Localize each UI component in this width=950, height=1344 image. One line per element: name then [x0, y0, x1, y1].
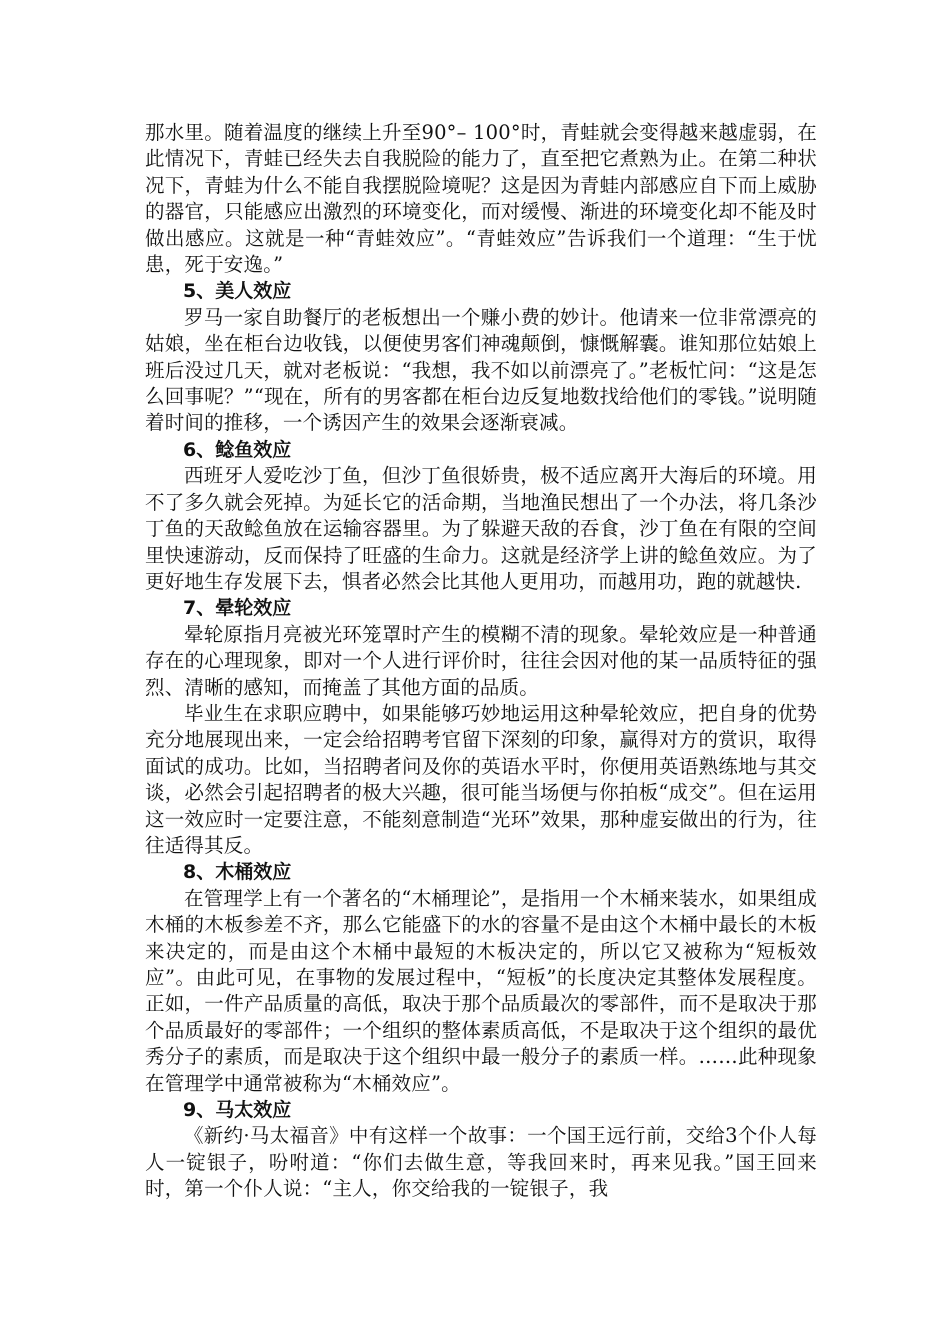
paragraph-bucket-effect: 在管理学上有一个著名的“木桶理论”，是指用一个木桶来装水，如果组成木桶的木板参差不齐，那么它能盛下的水的容量不是由这个木桶中最长的木板来决定的，而是由这个木桶中最短的木板决定的，所以它又被称为“短板效应”。由此可见，在事物的发展过程中，“短板”的长度决定其整体发展程度。正如，一件产品质量的高低，取决于那个品质最次的零部件，而不是取决于那个品质最好的零部件；一个组织的整体素质高低，不是取决于这个组织的最优秀分子的素质，而是取决于这个组织中最一般分子的素质一样。……此种现象在管理学中通常被称为“木桶效应”。 — [145, 886, 817, 1095]
paragraph-halo-effect-2: 毕业生在求职应聘中，如果能够巧妙地运用这种晕轮效应，把自身的优势充分地展现出来，一定会给招聘考官留下深刻的印象，赢得对方的赏识，取得面试的成功。比如，当招聘者问及你的英语水平时，你便用英语熟练地与其交谈，必然会引起招聘者的极大兴趣，很可能当场便与你拍板“成交”。但在运用这一效应时一定要注意，不能刻意制造“光环”效果，那种虚妄做出的行为，往往适得其反。 — [145, 701, 817, 857]
section-heading-halo-effect: 7、晕轮效应 — [183, 597, 292, 620]
paragraph-beauty-effect: 罗马一家自助餐厅的老板想出一个赚小费的妙计。他请来一位非常漂亮的姑娘，坐在柜台边收钱，以便使男客们神魂颠倒，慷慨解囊。谁知那位姑娘上班后没过几天，就对老板说：“我想，我不如以前漂亮了。”老板忙问：“这是怎么回事呢？”“现在，所有的男客都在柜台边反复地数找给他们的零钱。”说明随着时间的推移，一个诱因产生的效果会逐渐衰减。 — [145, 305, 817, 435]
intro-paragraph: 那水里。随着温度的继续上升至90°– 100°时，青蛙就会变得越来越虚弱，在此情况下，青蛙已经失去自我脱险的能力了，直至把它煮熟为止。在第二种状况下，青蛙为什么不能自我摆脱险境呢？这是因为青蛙内部感应自下而上威胁的器官，只能感应出激烈的环境变化，而对缓慢、渐进的环境变化却不能及时做出感应。这就是一种“青蛙效应”。“青蛙效应”告诉我们一个道理：“生于忧患，死于安逸。” — [145, 121, 817, 277]
paragraph-catfish-effect: 西班牙人爱吃沙丁鱼，但沙丁鱼很娇贵，极不适应离开大海后的环境。用不了多久就会死掉。为延长它的活命期，当地渔民想出了一个办法，将几条沙丁鱼的天敌鲶鱼放在运输容器里。为了躲避天敌的吞食，沙丁鱼在有限的空间里快速游动，反而保持了旺盛的生命力。这就是经济学上讲的鲶鱼效应。为了更好地生存发展下去，惧者必然会比其他人更用功，而越用功，跑的就越快. — [145, 464, 817, 593]
paragraph-halo-effect-1: 晕轮原指月亮被光环笼罩时产生的模糊不清的现象。晕轮效应是一种普通存在的心理现象，即对一个人进行评价时，往往会因对他的某一品质特征的强烈、清晰的感知，而掩盖了其他方面的品质。 — [145, 622, 817, 699]
paragraph-matthew-effect: 《新约·马太福音》中有这样一个故事：一个国王远行前，交给3个仆人每人一锭银子，吩咐道：“你们去做生意，等我回来时，再来见我。”国王回来时，第一个仆人说：“主人，你交给我的一锭银子，我 — [145, 1124, 817, 1201]
section-heading-matthew-effect: 9、马太效应 — [183, 1099, 292, 1122]
section-heading-bucket-effect: 8、木桶效应 — [183, 861, 292, 884]
section-heading-beauty-effect: 5、美人效应 — [183, 280, 292, 303]
document-page — [145, 120, 817, 1203]
section-heading-catfish-effect: 6、鲶鱼效应 — [183, 438, 292, 461]
